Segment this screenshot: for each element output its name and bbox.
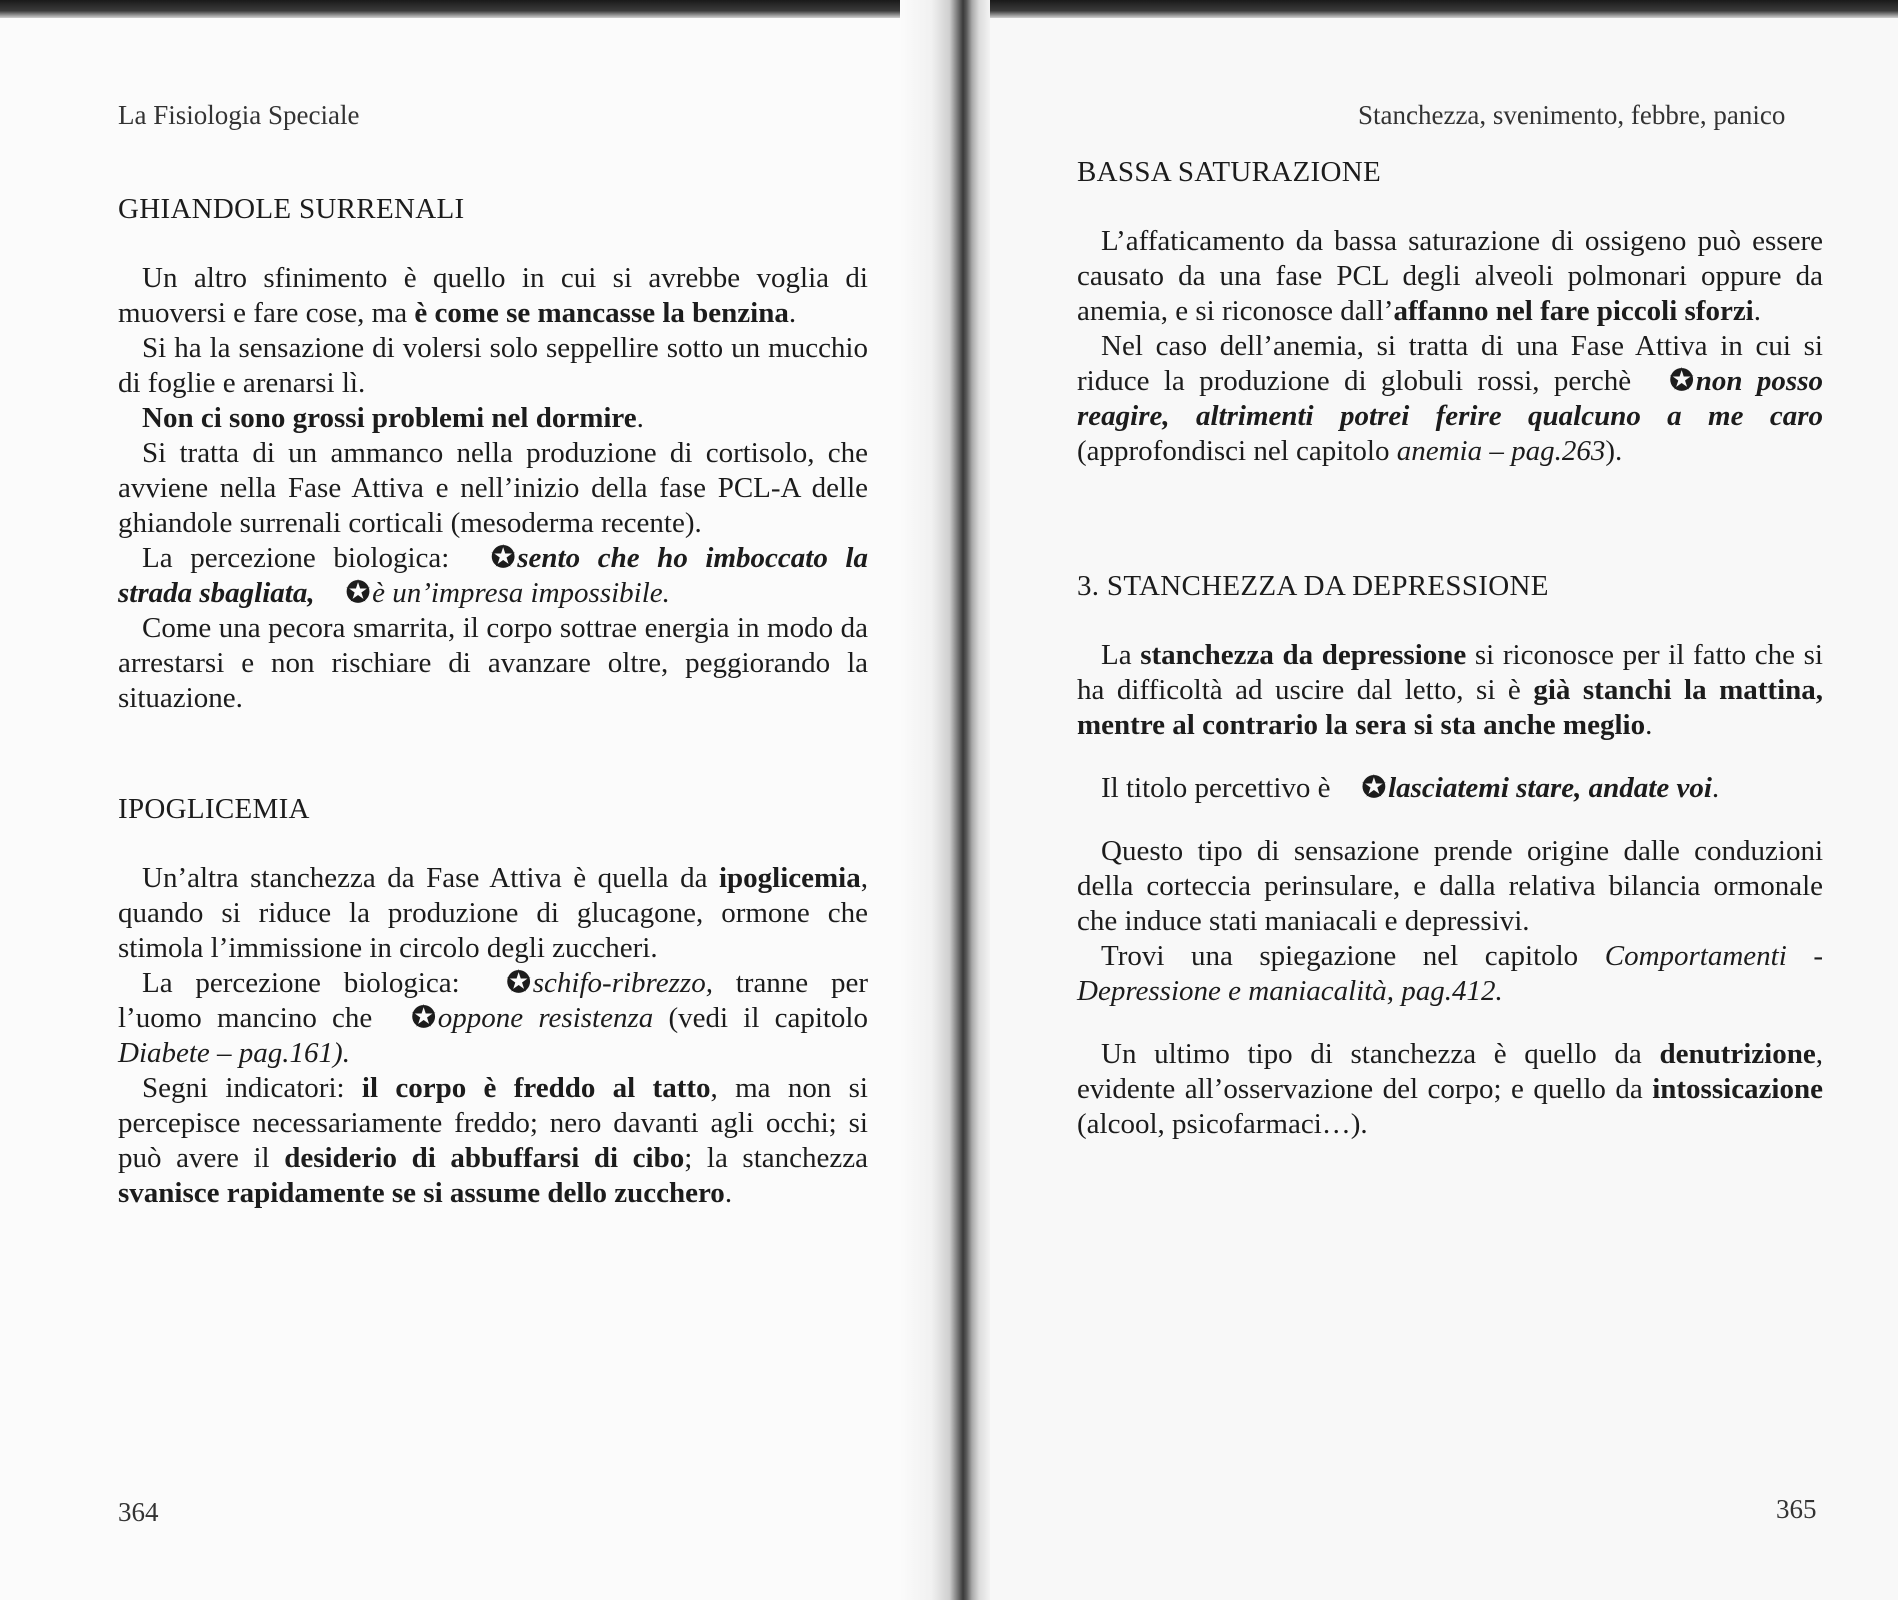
section-heading-ipoglicemia: IPOGLICEMIA xyxy=(118,793,310,825)
star-symbol-icon: ✪ xyxy=(1361,772,1387,804)
star-symbol-icon: ✪ xyxy=(1669,365,1694,397)
right-text-column xyxy=(1077,155,1823,1142)
right-running-head: Stanchezza, svenimento, febbre, panico xyxy=(1358,100,1786,130)
paragraph: La percezione biologica: ✪sento che ho imboccato la strada sbagliata, ✪è un’impresa impossibile. xyxy=(118,542,868,609)
right-page-number: 365 xyxy=(1776,1494,1817,1524)
paragraph: Un altro sfinimento è quello in cui si avrebbe voglia di muoversi e fare cose, ma è come se mancasse la benzina. xyxy=(118,262,868,329)
star-symbol-icon: ✪ xyxy=(490,542,516,574)
section-heading-ghiandole: GHIANDOLE SURRENALI xyxy=(118,193,465,225)
paragraph: Un’altra stanchezza da Fase Attiva è quella da ipoglicemia, quando si riduce la produzione di glucagone, ormone che stimola l’immissione in circolo degli zuccheri. xyxy=(118,862,868,964)
paragraph: L’affaticamento da bassa saturazione di ossigeno può essere causato da una fase PCL degli alveoli polmonari oppure da anemia, e si riconosce dall’affanno nel fare piccoli sforzi. xyxy=(1077,225,1823,327)
left-page-number: 364 xyxy=(118,1497,159,1527)
paragraph: Il titolo percettivo è ✪lasciatemi stare, andate voi. xyxy=(1101,772,1720,804)
section-heading-bassa-saturazione: BASSA SATURAZIONE xyxy=(1077,156,1382,188)
section-heading-depressione: 3. STANCHEZZA DA DEPRESSIONE xyxy=(1077,570,1549,602)
left-text-column xyxy=(118,192,868,1211)
paragraph: Trovi una spiegazione nel capitolo Comportamenti - Depressione e maniacalità, pag.412. xyxy=(1077,940,1823,1007)
paragraph: Si ha la sensazione di volersi solo seppellire sotto un mucchio di foglie e arenarsi lì. xyxy=(118,332,868,399)
star-symbol-icon: ✪ xyxy=(411,1002,436,1034)
star-symbol-icon: ✪ xyxy=(506,967,531,999)
paragraph: Nel caso dell’anemia, si tratta di una Fase Attiva in cui si riduce la produzione di globuli rossi, perchè ✪non posso reagire, altrimenti potrei ferire qualcuno a me caro (approfondisci nel capitolo anemia – pag.263). xyxy=(1077,330,1823,467)
paragraph: La stanchezza da depressione si riconosce per il fatto che si ha difficoltà ad uscire dal letto, si è già stanchi la mattina, mentre al contrario la sera si sta anche meglio. xyxy=(1077,639,1824,741)
star-symbol-icon: ✪ xyxy=(345,577,371,609)
paragraph: Un ultimo tipo di stanchezza è quello da denutrizione, evidente all’osservazione del corpo; e quello da intossicazione (alcool, psicofarmaci…). xyxy=(1077,1038,1823,1140)
left-running-head: La Fisiologia Speciale xyxy=(118,100,360,130)
paragraph: La percezione biologica: ✪schifo-ribrezzo, tranne per l’uomo mancino che ✪oppone resistenza (vedi il capitolo Diabete – pag.161). xyxy=(118,967,868,1069)
paragraph: Questo tipo di sensazione prende origine dalle conduzioni della corteccia perinsulare, e dalla relativa bilancia ormonale che induce stati maniacali e depressivi. xyxy=(1077,835,1823,937)
paragraph: Non ci sono grossi problemi nel dormire. xyxy=(142,402,644,434)
paragraph: Segni indicatori: il corpo è freddo al tatto, ma non si percepisce necessariamente freddo; nero davanti agli occhi; si può avere il desiderio di abbuffarsi di cibo; la stanchezza svanisce rapidamente se si assume dello zucchero. xyxy=(118,1072,868,1209)
book-gutter xyxy=(900,0,990,1600)
paragraph: Come una pecora smarrita, il corpo sottrae energia in modo da arrestarsi e non rischiare di avanzare oltre, peggiorando la situazione. xyxy=(118,612,868,714)
paragraph: Si tratta di un ammanco nella produzione di cortisolo, che avviene nella Fase Attiva e nell’inizio della fase PCL-A delle ghiandole surrenali corticali (mesoderma recente). xyxy=(118,437,868,539)
